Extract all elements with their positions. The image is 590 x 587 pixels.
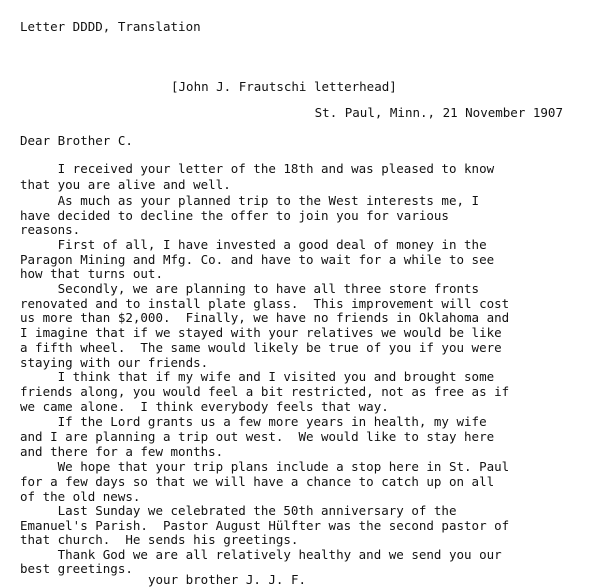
body-line: that you are alive and well. bbox=[20, 177, 231, 192]
body-line: We hope that your trip plans include a stop here in St. Paul bbox=[20, 459, 510, 474]
closing-signature: your brother J. J. F. bbox=[148, 572, 307, 587]
body-line: staying with our friends. bbox=[20, 355, 209, 370]
body-line: If the Lord grants us a few more years in health, my wife bbox=[20, 414, 487, 429]
letterhead-note: [John J. Frautschi letterhead] bbox=[171, 79, 397, 94]
body-line: Emanuel's Parish. Pastor August Hülfter was the second pastor of bbox=[20, 518, 510, 533]
body-line: Secondly, we are planning to have all three store fronts bbox=[20, 281, 480, 296]
body-line: a fifth wheel. The same would likely be true of you if you were bbox=[20, 340, 502, 355]
body-line: Paragon Mining and Mfg. Co. and have to wait for a while to see bbox=[20, 252, 495, 267]
body-line: I think that if my wife and I visited you and brought some bbox=[20, 369, 495, 384]
body-line: I received your letter of the 18th and was pleased to know bbox=[20, 161, 495, 176]
body-line: and there for a few months. bbox=[20, 444, 224, 459]
body-line: I imagine that if we stayed with your relatives we would be like bbox=[20, 325, 502, 340]
document-heading: Letter DDDD, Translation bbox=[20, 19, 201, 34]
body-line: renovated and to install plate glass. This improvement will cost bbox=[20, 296, 510, 311]
body-line: us more than $2,000. Finally, we have no friends in Oklahoma and bbox=[20, 310, 510, 325]
body-line: First of all, I have invested a good deal of money in the bbox=[20, 237, 487, 252]
body-line: friends along, you would feel a bit restricted, not as free as if bbox=[20, 384, 510, 399]
body-line: that church. He sends his greetings. bbox=[20, 532, 299, 547]
body-line: and I are planning a trip out west. We would like to stay here bbox=[20, 429, 495, 444]
body-line: of the old news. bbox=[20, 489, 141, 504]
body-line: As much as your planned trip to the West interests me, I bbox=[20, 193, 480, 208]
place-date-line: St. Paul, Minn., 21 November 1907 bbox=[314, 105, 563, 120]
body-line: have decided to decline the offer to join you for various bbox=[20, 208, 449, 223]
body-line: reasons. bbox=[20, 222, 81, 237]
body-line: best greetings. bbox=[20, 561, 133, 576]
body-line: Last Sunday we celebrated the 50th anniversary of the bbox=[20, 503, 457, 518]
body-line: how that turns out. bbox=[20, 266, 163, 281]
salutation: Dear Brother C. bbox=[20, 133, 133, 148]
body-line: for a few days so that we will have a chance to catch up on all bbox=[20, 474, 495, 489]
body-line: we came alone. I think everybody feels that way. bbox=[20, 399, 389, 414]
body-line: Thank God we are all relatively healthy and we send you our bbox=[20, 547, 502, 562]
